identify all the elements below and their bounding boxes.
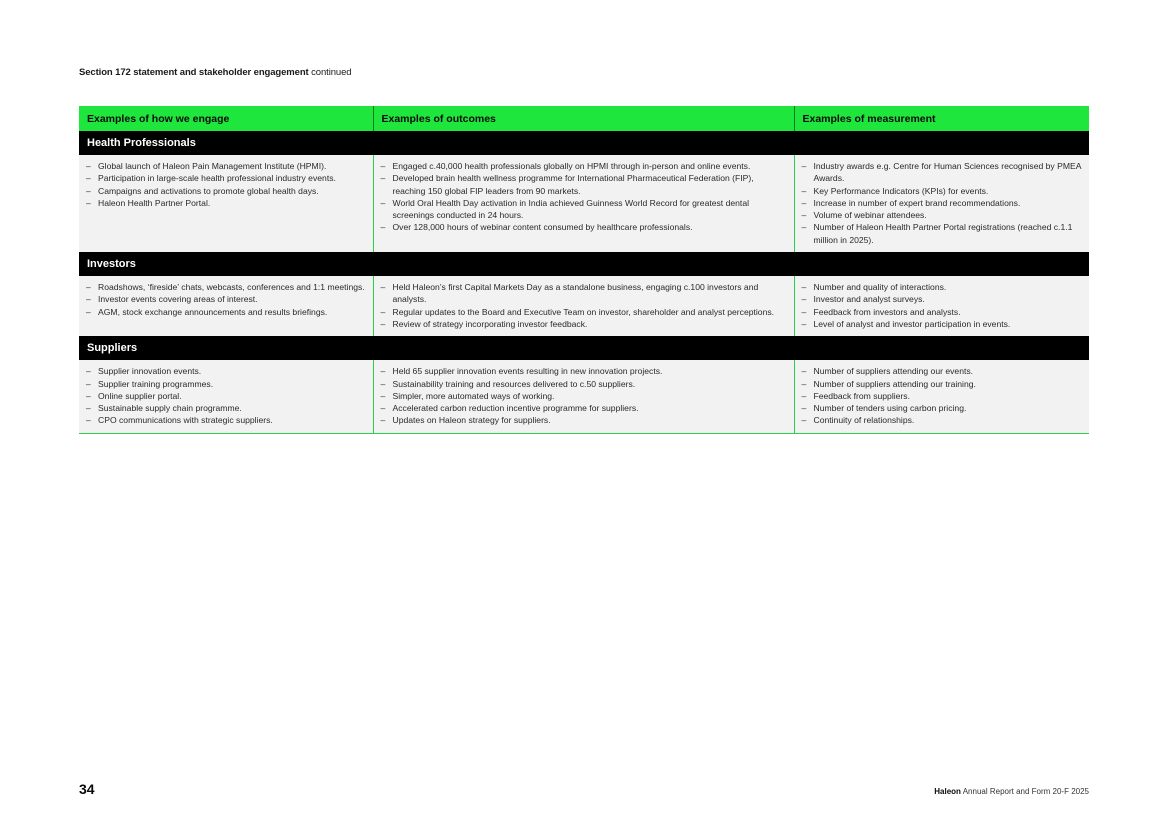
group-row <box>79 336 1089 360</box>
list-item: – Campaigns and activations to promote global health days. <box>86 185 366 197</box>
list-item: – CPO communications with strategic suppliers. <box>86 414 366 426</box>
list-item: – Increase in number of expert brand recommendations. <box>802 197 1083 209</box>
group-title: Suppliers <box>79 336 1089 360</box>
list-item: – Industry awards e.g. Centre for Human Sciences recognised by PMEA Awards. <box>802 160 1083 185</box>
list-item: – Regular updates to the Board and Executive Team on investor, shareholder and analyst perceptions. <box>381 306 787 318</box>
list-item: – Developed brain health wellness programme for International Pharmaceutical Federation (FIP), reaching 150 global FIP leaders from 90 markets. <box>381 172 787 197</box>
bullet-list <box>381 160 787 234</box>
table-row <box>79 360 1089 433</box>
list-item: – Number of suppliers attending our events. <box>802 365 1083 377</box>
list-item: – Supplier training programmes. <box>86 378 366 390</box>
bullet-list <box>381 281 787 330</box>
list-item: – Sustainability training and resources delivered to c.50 suppliers. <box>381 378 787 390</box>
cell-measurement <box>794 360 1089 433</box>
cell-measurement <box>794 276 1089 336</box>
bullet-list <box>802 160 1083 246</box>
table-row <box>79 155 1089 252</box>
page-number: 34 <box>79 781 95 797</box>
list-item: – Investor and analyst surveys. <box>802 293 1083 305</box>
group-title: Investors <box>79 252 1089 276</box>
bullet-list <box>381 365 787 426</box>
list-item: – Feedback from investors and analysts. <box>802 306 1083 318</box>
list-item: – Over 128,000 hours of webinar content consumed by healthcare professionals. <box>381 221 787 233</box>
stakeholder-engagement-table <box>79 106 1089 434</box>
list-item: – World Oral Health Day activation in India achieved Guinness World Record for greatest dental screenings conducted in 24 hours. <box>381 197 787 222</box>
cell-measurement <box>794 155 1089 252</box>
column-header-engage: Examples of how we engage <box>79 106 373 131</box>
footer-brand: Haleon <box>934 787 961 796</box>
bullet-list <box>86 281 366 318</box>
list-item: – Review of strategy incorporating investor feedback. <box>381 318 787 330</box>
list-item: – Supplier innovation events. <box>86 365 366 377</box>
list-item: – Simpler, more automated ways of working. <box>381 390 787 402</box>
table-body <box>79 131 1089 433</box>
list-item: – Accelerated carbon reduction incentive programme for suppliers. <box>381 402 787 414</box>
list-item: – Sustainable supply chain programme. <box>86 402 366 414</box>
list-item: – Volume of webinar attendees. <box>802 209 1083 221</box>
list-item: – Roadshows, ‘fireside’ chats, webcasts, conferences and 1:1 meetings. <box>86 281 366 293</box>
list-item: – AGM, stock exchange announcements and results briefings. <box>86 306 366 318</box>
footer-report-title: Annual Report and Form 20-F 2025 <box>962 787 1089 796</box>
group-title: Health Professionals <box>79 131 1089 155</box>
list-item: – Number of suppliers attending our training. <box>802 378 1083 390</box>
column-header-outcomes: Examples of outcomes <box>373 106 794 131</box>
list-item: – Key Performance Indicators (KPIs) for events. <box>802 185 1083 197</box>
list-item: – Updates on Haleon strategy for suppliers. <box>381 414 787 426</box>
section-title-suffix: continued <box>311 67 352 78</box>
group-row <box>79 131 1089 155</box>
list-item: – Number of Haleon Health Partner Portal registrations (reached c.1.1 million in 2025). <box>802 221 1083 246</box>
list-item: – Haleon Health Partner Portal. <box>86 197 366 209</box>
group-row <box>79 252 1089 276</box>
bullet-list <box>86 365 366 426</box>
list-item: – Held Haleon’s first Capital Markets Day as a standalone business, engaging c.100 investors and analysts. <box>381 281 787 306</box>
cell-outcomes <box>373 360 794 433</box>
list-item: – Participation in large-scale health professional industry events. <box>86 172 366 184</box>
list-item: – Number of tenders using carbon pricing. <box>802 402 1083 414</box>
list-item: – Engaged c.40,000 health professionals globally on HPMI through in-person and online events. <box>381 160 787 172</box>
page-footer <box>934 787 1089 796</box>
list-item: – Investor events covering areas of interest. <box>86 293 366 305</box>
column-header-measurement: Examples of measurement <box>794 106 1089 131</box>
cell-outcomes <box>373 276 794 336</box>
cell-engage <box>79 276 373 336</box>
cell-engage <box>79 360 373 433</box>
list-item: – Online supplier portal. <box>86 390 366 402</box>
table-header-row <box>79 106 1089 131</box>
cell-engage <box>79 155 373 252</box>
cell-outcomes <box>373 155 794 252</box>
section-title: Section 172 statement and stakeholder engagement <box>79 67 309 78</box>
bullet-list <box>86 160 366 209</box>
list-item: – Global launch of Haleon Pain Management Institute (HPMI). <box>86 160 366 172</box>
table-row <box>79 276 1089 336</box>
bullet-list <box>802 365 1083 426</box>
bullet-list <box>802 281 1083 330</box>
list-item: – Continuity of relationships. <box>802 414 1083 426</box>
list-item: – Number and quality of interactions. <box>802 281 1083 293</box>
list-item: – Held 65 supplier innovation events resulting in new innovation projects. <box>381 365 787 377</box>
list-item: – Feedback from suppliers. <box>802 390 1083 402</box>
section-heading <box>79 67 351 78</box>
list-item: – Level of analyst and investor participation in events. <box>802 318 1083 330</box>
